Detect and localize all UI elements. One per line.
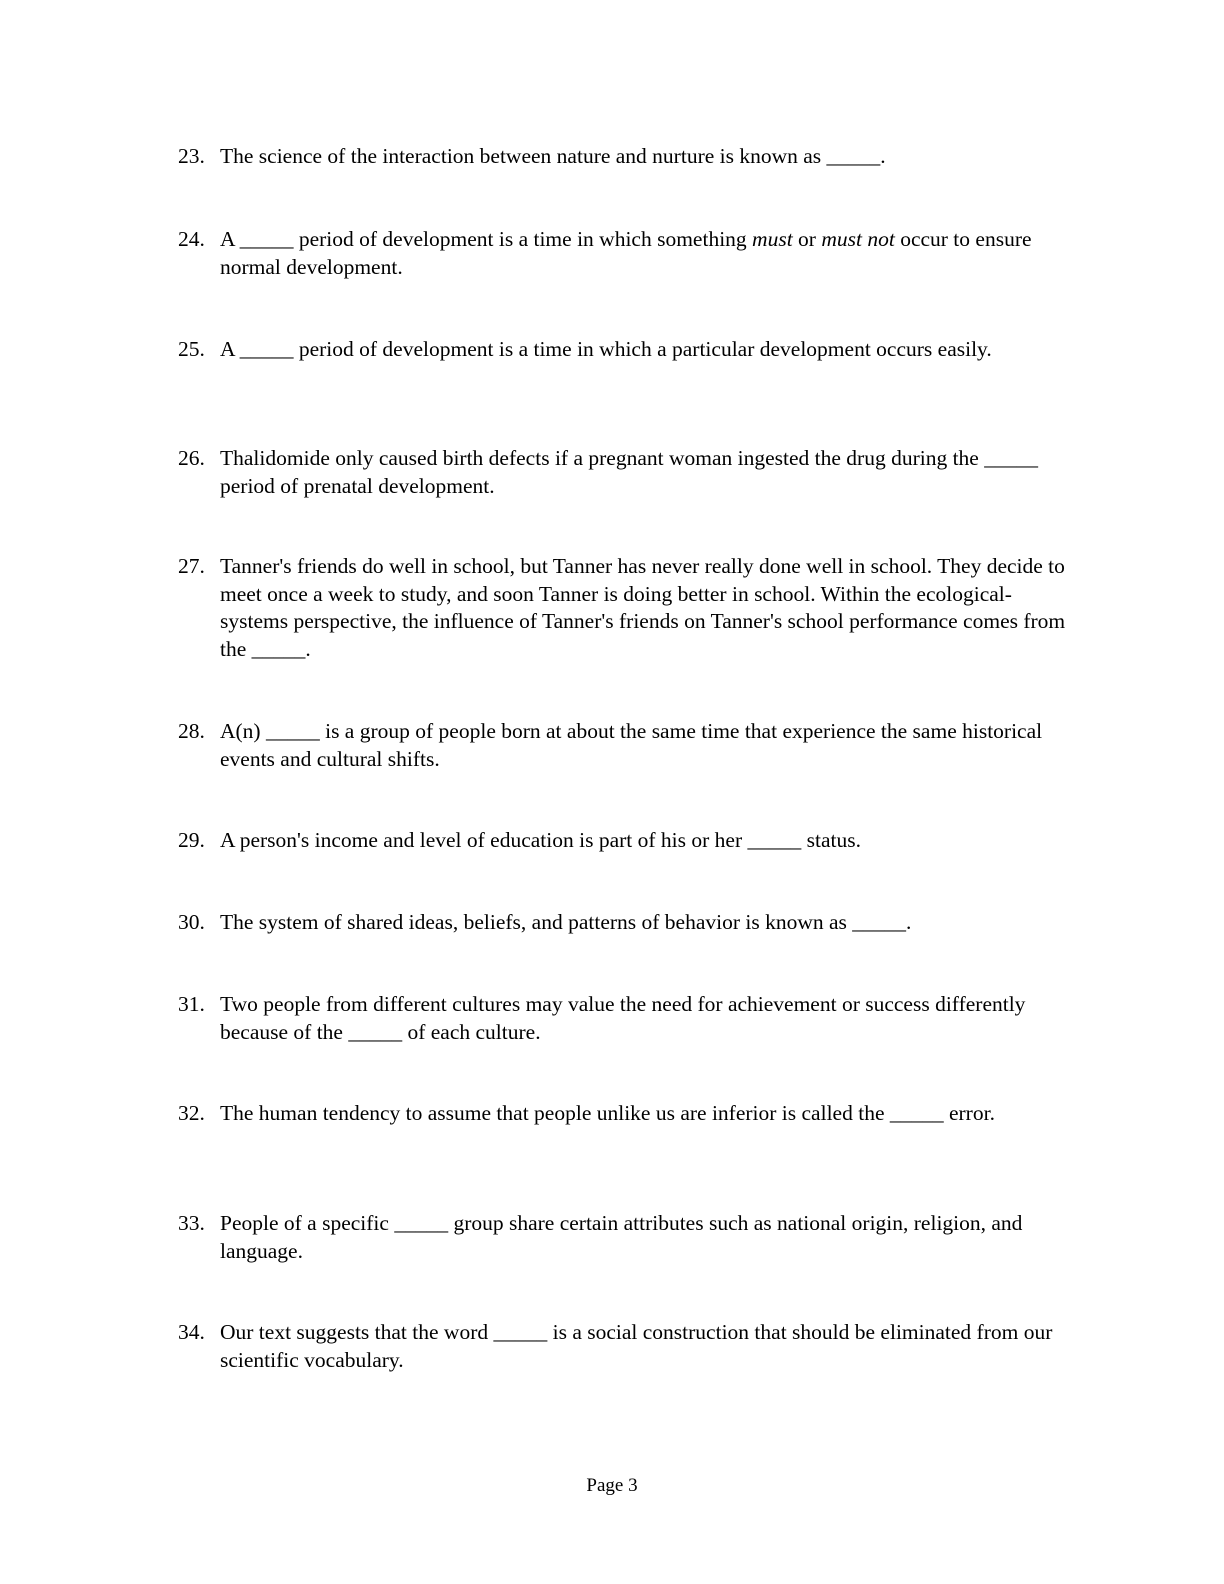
question-number: 34. xyxy=(178,1320,205,1344)
question-text-emphasis: must xyxy=(752,227,793,251)
question-number: 26. xyxy=(178,446,205,470)
question-text-segment: Two people from different cultures may value the need for achievement or success differently because of the _____ of each culture. xyxy=(220,992,1026,1044)
question-number: 30. xyxy=(178,910,205,934)
question-item xyxy=(178,1100,1068,1128)
question-number: 32. xyxy=(178,1101,205,1125)
question-text-segment: The system of shared ideas, beliefs, and patterns of behavior is known as _____. xyxy=(220,910,912,934)
question-text-segment: A _____ period of development is a time in which something xyxy=(220,227,753,251)
question-text-segment: Thalidomide only caused birth defects if a pregnant woman ingested the drug during the _____ period of prenatal development. xyxy=(220,446,1038,498)
question-text-segment: Tanner's friends do well in school, but Tanner has never really done well in school. They decide to meet once a week to study, and soon Tanner is doing better in school. Within the ecological-systems perspective, the influence of Tanner's friends on Tanner's school performance comes from the _____. xyxy=(220,554,1066,661)
question-text-segment: A _____ period of development is a time in which a particular development occurs easily. xyxy=(220,337,992,361)
question-text-segment: The human tendency to assume that people unlike us are inferior is called the _____ error. xyxy=(220,1101,995,1125)
question-text xyxy=(220,718,1068,773)
question-number: 23. xyxy=(178,144,205,168)
question-item xyxy=(178,445,1068,500)
question-number: 25. xyxy=(178,337,205,361)
question-text xyxy=(220,1100,1068,1128)
question-number: 28. xyxy=(178,719,205,743)
question-item xyxy=(178,226,1068,281)
question-item xyxy=(178,143,1068,171)
question-text-segment: A(n) _____ is a group of people born at about the same time that experience the same historical events and cultural shifts. xyxy=(220,719,1043,771)
question-item xyxy=(178,718,1068,773)
question-item xyxy=(178,909,1068,937)
question-text xyxy=(220,827,1068,855)
question-number: 29. xyxy=(178,828,205,852)
question-item xyxy=(178,553,1068,663)
question-text xyxy=(220,445,1068,500)
question-number: 31. xyxy=(178,992,205,1016)
question-text-segment: A person's income and level of education is part of his or her _____ status. xyxy=(220,828,861,852)
question-item xyxy=(178,1210,1068,1265)
question-text xyxy=(220,336,1068,364)
question-item xyxy=(178,336,1068,364)
question-text xyxy=(220,1210,1068,1265)
question-text-segment: occur to ensure normal development. xyxy=(220,227,1032,279)
question-text xyxy=(220,991,1068,1046)
question-text xyxy=(220,1319,1068,1374)
question-text xyxy=(220,553,1068,663)
question-text-segment: The science of the interaction between nature and nurture is known as _____. xyxy=(220,144,886,168)
question-text-segment: or xyxy=(792,227,822,251)
question-text-segment: People of a specific _____ group share certain attributes such as national origin, religion, and language. xyxy=(220,1211,1023,1263)
question-text xyxy=(220,226,1068,281)
question-number: 33. xyxy=(178,1211,205,1235)
question-text xyxy=(220,909,1068,937)
page-footer: Page 3 xyxy=(586,1475,638,1496)
question-text xyxy=(220,143,1068,171)
question-item xyxy=(178,827,1068,855)
question-number: 27. xyxy=(178,554,205,578)
question-text-segment: Our text suggests that the word _____ is a social construction that should be eliminated from our scientific vocabulary. xyxy=(220,1320,1053,1372)
question-text-emphasis: must not xyxy=(821,227,895,251)
question-item xyxy=(178,1319,1068,1374)
question-number: 24. xyxy=(178,227,205,251)
question-item xyxy=(178,991,1068,1046)
